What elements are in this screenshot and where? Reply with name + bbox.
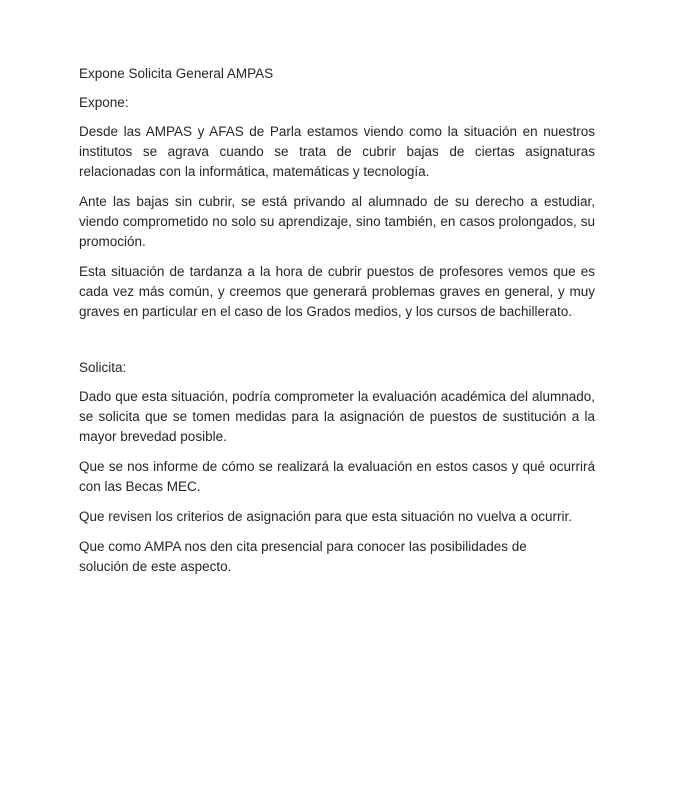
expone-heading: Expone: <box>79 95 129 110</box>
expone-paragraph-3: Esta situación de tardanza a la hora de cubrir puestos de profesores vemos que es cada vez más común, y creemos que generará problemas graves en general, y muy graves en particular en el caso de los Grados medios, y los cursos de bachillerato. <box>79 264 595 319</box>
solicita-paragraph-3: Que revisen los criterios de asignación para que esta situación no vuelva a ocurrir. <box>79 509 573 524</box>
solicita-paragraph-4: Que como AMPA nos den cita presencial para conocer las posibilidades de solución de este aspecto. <box>79 539 527 574</box>
document-page <box>79 64 595 587</box>
solicita-heading: Solicita: <box>79 360 127 375</box>
expone-paragraph-1: Desde las AMPAS y AFAS de Parla estamos viendo como la situación en nuestros institutos se agrava cuando se trata de cubrir bajas de ciertas asignaturas relacionadas con la informática, matemáticas y tecnología. <box>79 124 595 179</box>
expone-paragraph-2: Ante las bajas sin cubrir, se está privando al alumnado de su derecho a estudiar, viendo comprometido no solo su aprendizaje, sino también, en casos prolongados, su promoción. <box>79 194 595 249</box>
document-title: Expone Solicita General AMPAS <box>79 66 274 81</box>
solicita-paragraph-2: Que se nos informe de cómo se realizará la evaluación en estos casos y qué ocurrirá con las Becas MEC. <box>79 459 595 494</box>
solicita-paragraph-1: Dado que esta situación, podría comprometer la evaluación académica del alumnado, se solicita que se tomen medidas para la asignación de puestos de sustitución a la mayor brevedad posible. <box>79 389 595 444</box>
